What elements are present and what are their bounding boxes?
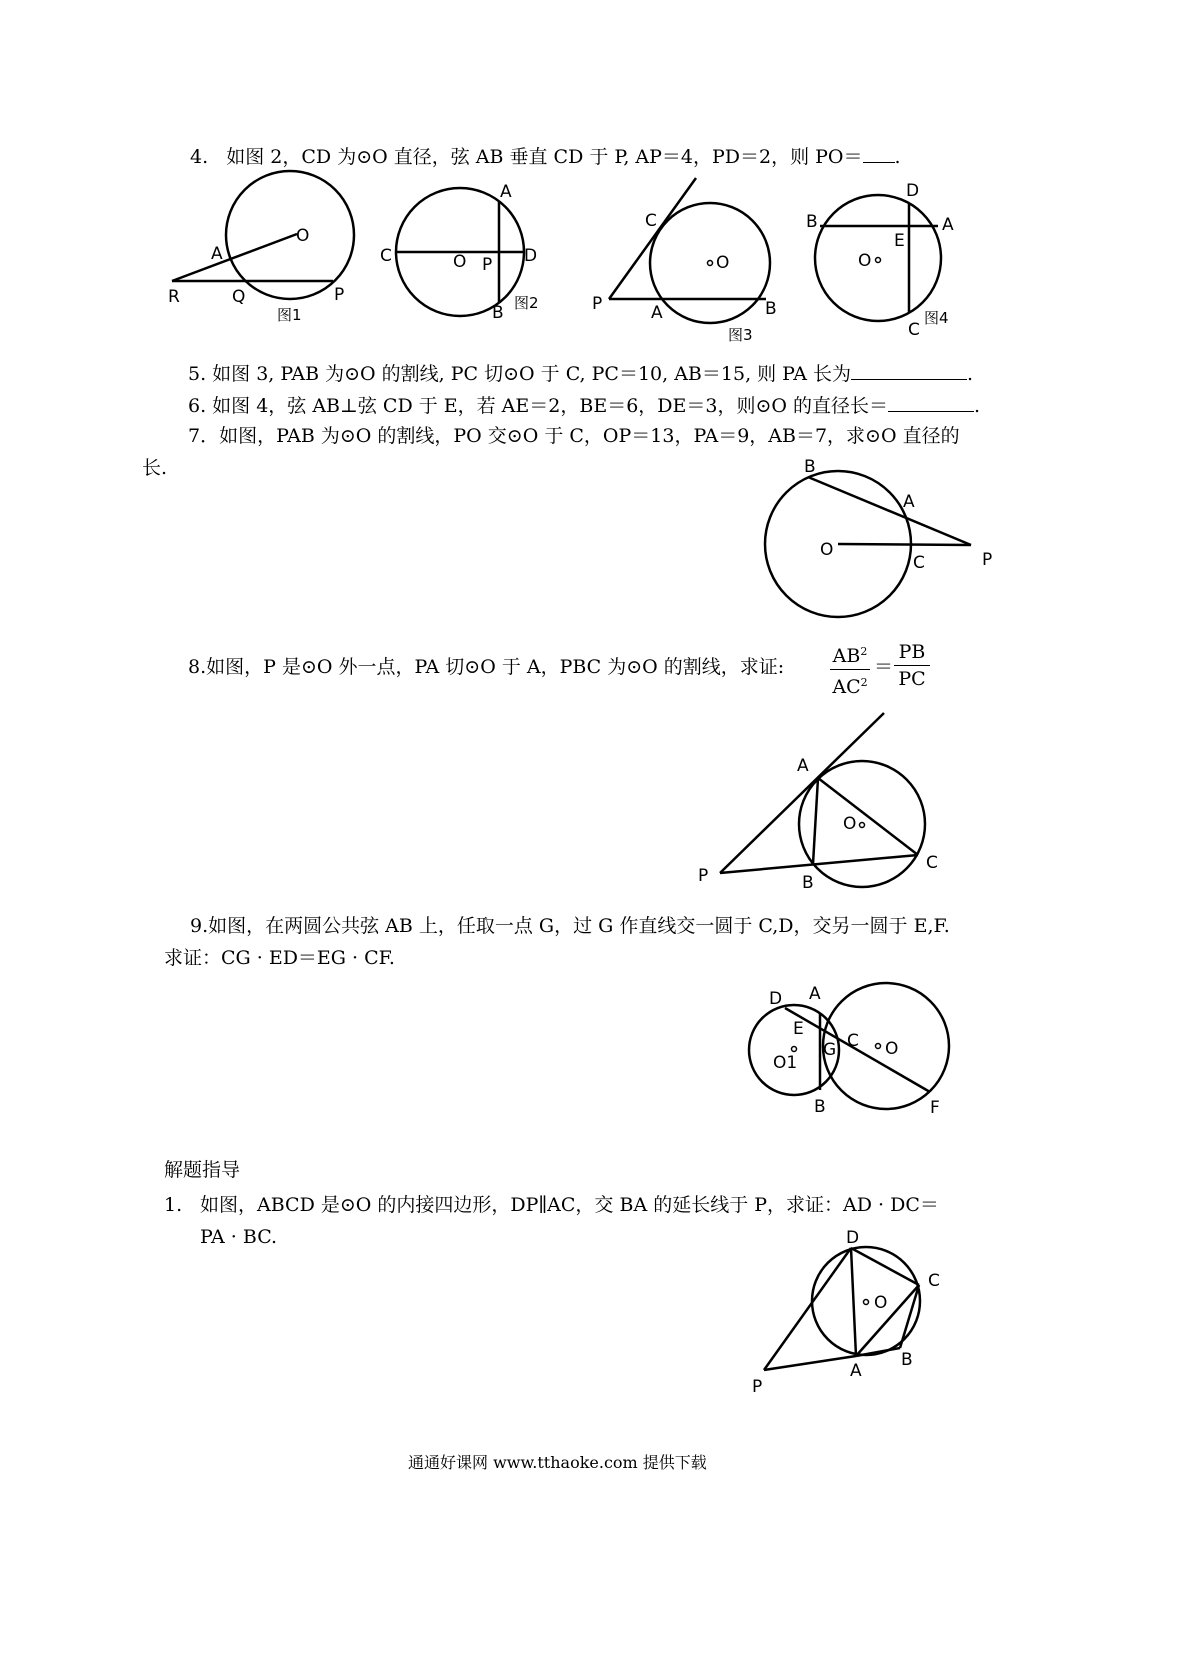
fig9-center-dot-o — [876, 1044, 881, 1049]
fig9-label-b: B — [814, 1097, 826, 1117]
fig10-label-d: D — [846, 1228, 860, 1248]
fig9-label-a: A — [809, 984, 821, 1004]
fig8-label-a: A — [797, 756, 809, 776]
fig1-label-p: P — [334, 285, 345, 305]
fig4-caption: 图4 — [924, 309, 949, 327]
fig3-label-b: B — [765, 299, 777, 319]
guide-heading: 解题指导 — [164, 1159, 241, 1181]
fig7-label-c: C — [913, 553, 925, 573]
fig2-label-c: C — [380, 246, 392, 266]
fig4-label-o: O — [858, 251, 872, 271]
fig3-label-p: P — [592, 294, 603, 314]
fig10-label-a: A — [850, 1361, 862, 1381]
fig1-label-o: O — [296, 226, 310, 246]
fig9-label-o1: O1 — [773, 1053, 798, 1073]
problem-5-end: . — [967, 363, 974, 385]
fig9-label-c: C — [847, 1031, 859, 1051]
fig7-label-a: A — [903, 492, 915, 512]
problem-9-line2: 求证：CG · ED＝EG · CF. — [164, 947, 395, 969]
fig2-label-a: A — [500, 182, 512, 202]
fig9-label-e: E — [793, 1019, 804, 1039]
fig2-label-b: B — [492, 303, 504, 323]
problem-4-number: 4. — [190, 146, 209, 168]
fig2-label-o: O — [453, 252, 467, 272]
fig7-secant-pb — [808, 477, 971, 545]
guide-problem-1-number: 1. — [164, 1194, 183, 1216]
fig8-center-dot — [860, 823, 865, 828]
fig1-caption: 图1 — [277, 306, 302, 324]
problem-7-line2: 长. — [142, 457, 168, 479]
problem-6-end: . — [974, 395, 981, 417]
fig10-line-pa — [764, 1356, 856, 1370]
fig8-label-c: C — [926, 853, 938, 873]
fig1-label-a: A — [211, 244, 223, 264]
fig10-line-da — [851, 1248, 856, 1356]
fig10-label-o: O — [874, 1293, 888, 1313]
fig7-label-b: B — [804, 457, 816, 477]
fig1-label-r: R — [168, 287, 180, 307]
fig10-label-b: B — [901, 1350, 913, 1370]
problem-7-line1: 7．如图，PAB 为⊙O 的割线，PO 交⊙O 于 C，OP＝13，PA＝9，AB＝7，求⊙O 直径的 — [188, 425, 960, 447]
frac-den-pc: PC — [898, 668, 926, 690]
fig3-label-a: A — [651, 303, 663, 323]
fig4-label-e: E — [894, 231, 905, 251]
footer: 通通好课网 www.tthaoke.com 提供下载 — [408, 1453, 707, 1472]
frac-num-ab: AB — [832, 645, 861, 667]
fig4-label-d: D — [906, 181, 920, 201]
problem-6-text: 6. 如图 4，弦 AB⊥弦 CD 于 E，若 AE＝2，BE＝6，DE＝3，则⊙O 的直径长＝ — [188, 395, 889, 417]
fig9-label-d: D — [769, 989, 783, 1009]
fig1-line-ro — [172, 234, 297, 281]
fig4-label-a: A — [942, 215, 954, 235]
fig8-chord-ac — [818, 778, 918, 855]
fig9-label-o: O — [885, 1039, 899, 1059]
equals-sign: ＝ — [874, 656, 894, 678]
fig2-caption: 图2 — [514, 294, 539, 312]
fig3-caption: 图3 — [728, 326, 753, 344]
guide-problem-1-line1: 如图，ABCD 是⊙O 的内接四边形，DP∥AC，交 BA 的延长线于 P，求证：AD · DC＝ — [200, 1194, 939, 1216]
fig10-line-pd — [764, 1248, 851, 1370]
fig10-label-p: P — [752, 1377, 763, 1397]
fig7-label-o: O — [820, 540, 834, 560]
exponent: 2 — [860, 676, 868, 689]
fig4-center-dot — [876, 258, 881, 263]
fig7-line-op — [838, 544, 971, 545]
fig9-center-dot-o1 — [792, 1047, 797, 1052]
fig3-label-c: C — [645, 211, 657, 231]
fig8-tangent — [720, 713, 884, 873]
fig3-label-o: O — [716, 253, 730, 273]
fig3-circle — [650, 203, 770, 323]
fig4-label-c: C — [908, 320, 920, 340]
frac-num-pb: PB — [898, 641, 926, 663]
problem-9-line1: 9.如图，在两圆公共弦 AB 上，任取一点 G，过 G 作直线交一圆于 C,D，交另一圆于 E,F. — [190, 915, 950, 937]
frac-den-ac: AC — [832, 676, 861, 698]
problem-5-text: 5. 如图 3, PAB 为⊙O 的割线, PC 切⊙O 于 C, PC＝10, AB＝15, 则 PA 长为 — [188, 363, 851, 385]
fig2-label-p: P — [482, 255, 493, 275]
fig4-label-b: B — [806, 212, 818, 232]
fig2-label-d: D — [524, 246, 538, 266]
exponent: 2 — [860, 645, 868, 658]
fig10-center-dot — [864, 1300, 869, 1305]
fig9-label-f: F — [930, 1098, 940, 1118]
problem-4-text: 如图 2，CD 为⊙O 直径，弦 AB 垂直 CD 于 P, AP＝4，PD＝2，则 PO＝ — [226, 146, 863, 168]
fig8-chord-ab — [813, 778, 818, 864]
fig8-label-o: O — [843, 814, 857, 834]
fig9-label-g: G — [823, 1040, 837, 1060]
problem-4-end: . — [894, 146, 901, 168]
fig1-label-q: Q — [232, 287, 246, 307]
fig8-label-b: B — [802, 873, 814, 893]
fig10-label-c: C — [928, 1271, 940, 1291]
fig7-label-p: P — [982, 550, 993, 570]
fig8-label-p: P — [698, 866, 709, 886]
fig3-center-dot — [708, 261, 713, 266]
guide-problem-1-line2: PA · BC. — [200, 1226, 278, 1248]
problem-8-text: 8.如图，P 是⊙O 外一点，PA 切⊙O 于 A，PBC 为⊙O 的割线，求证: — [188, 656, 785, 678]
